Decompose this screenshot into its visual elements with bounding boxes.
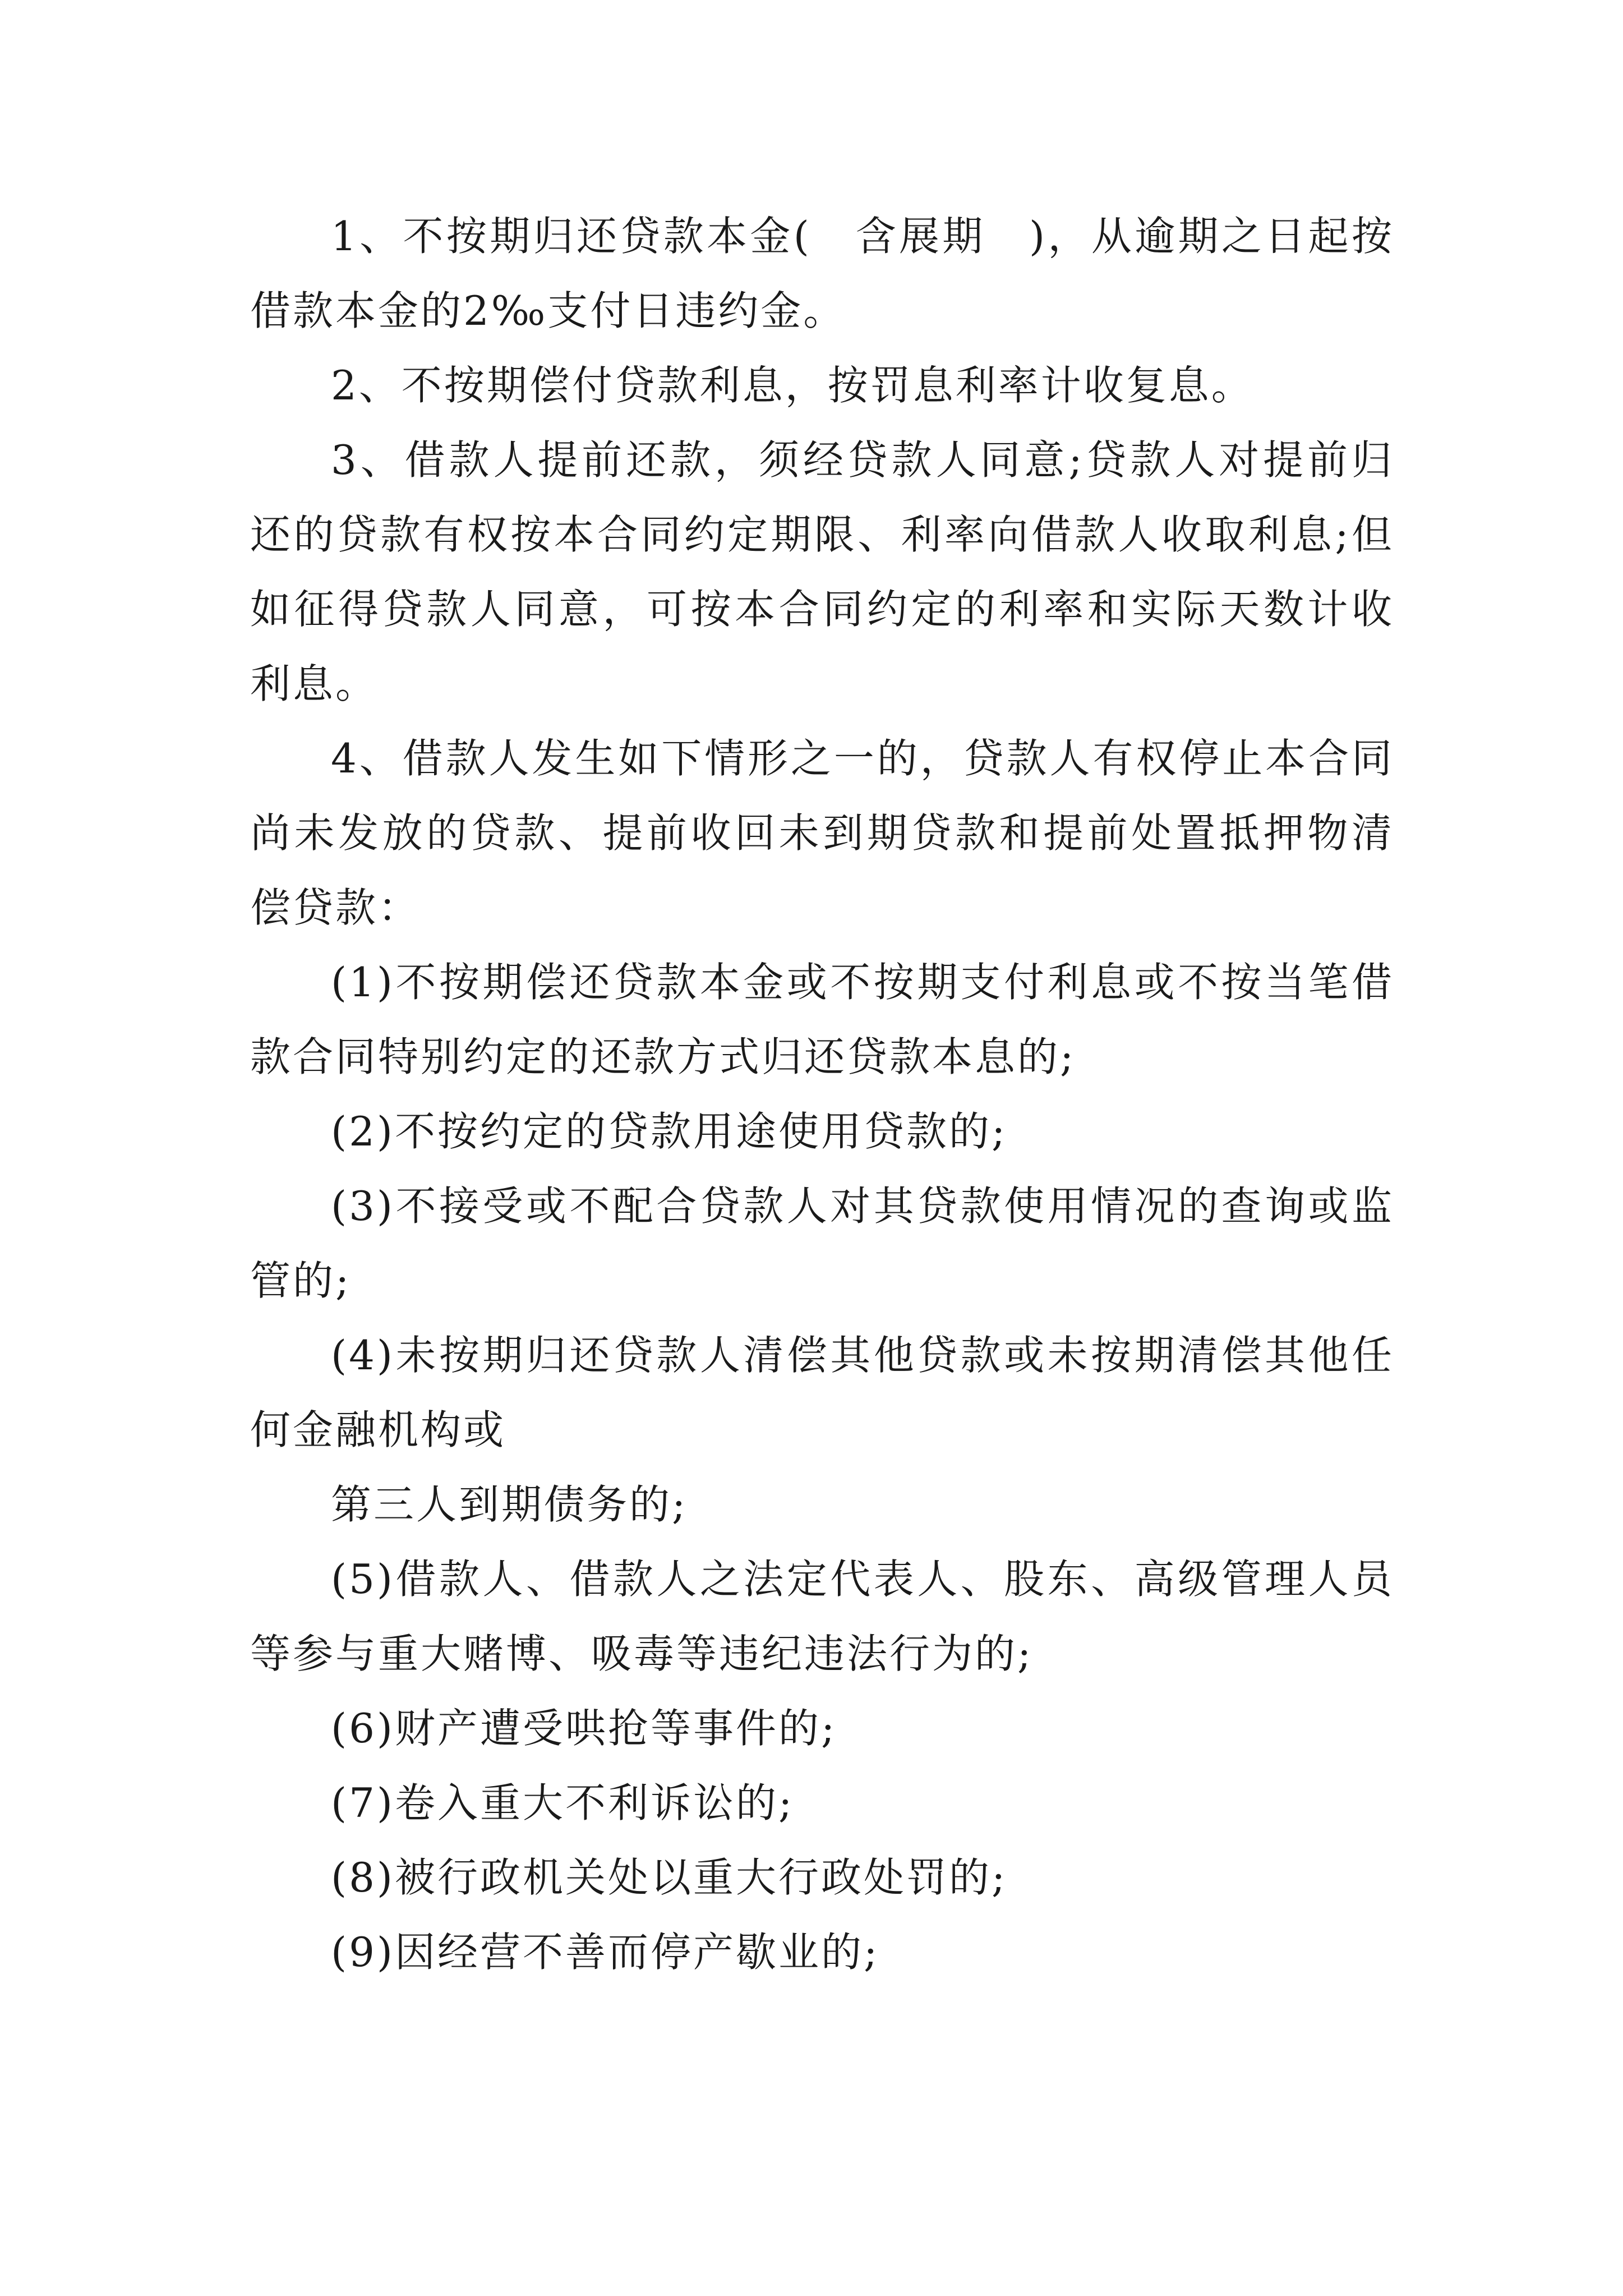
- default-item-4-continued: 第三人到期债务的;: [331, 1481, 688, 1528]
- clause-1-overdue-principal: 1、不按期归还贷款本金( 含展期 )，从逾期之日起按借款本金的2‰支付日违约金。: [250, 213, 1394, 334]
- default-item-9: (9)因经营不善而停产歇业的;: [331, 1929, 880, 1976]
- clause-3-early-repayment: 3、借款人提前还款，须经贷款人同意;贷款人对提前归还的贷款有权按本合同约定期限、利率向借款人收取利息;但如征得贷款人同意，可按本合同约定的利率和实际天数计收利息。: [250, 436, 1394, 707]
- clause-2-overdue-interest: 2、不按期偿付贷款利息，按罚息利率计收复息。: [331, 362, 1254, 409]
- default-item-2: (2)不按约定的贷款用途使用贷款的;: [331, 1108, 1008, 1155]
- default-item-4: (4)未按期归还贷款人清偿其他贷款或未按期清偿其他任何金融机构或: [250, 1332, 1394, 1453]
- default-item-6: (6)财产遭受哄抢等事件的;: [331, 1705, 837, 1752]
- default-item-3: (3)不接受或不配合贷款人对其贷款使用情况的查询或监管的;: [250, 1182, 1394, 1304]
- default-item-8: (8)被行政机关处以重大行政处罚的;: [331, 1854, 1008, 1901]
- document-body: [250, 199, 1394, 1990]
- default-item-5: (5)借款人、借款人之法定代表人、股东、高级管理人员等参与重大赌博、吸毒等违纪违法行为的;: [250, 1556, 1394, 1677]
- default-item-1: (1)不按期偿还贷款本金或不按期支付利息或不按当笔借款合同特别约定的还款方式归还贷款本息的;: [250, 959, 1394, 1080]
- default-item-7: (7)卷入重大不利诉讼的;: [331, 1779, 795, 1826]
- clause-4-default-events: 4、借款人发生如下情形之一的，贷款人有权停止本合同尚未发放的贷款、提前收回未到期贷款和提前处置抵押物清偿贷款：: [250, 735, 1394, 931]
